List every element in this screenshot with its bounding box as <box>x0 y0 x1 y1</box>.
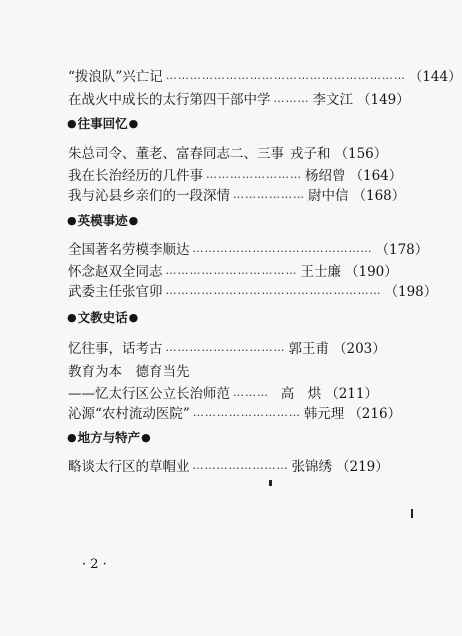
entry-page: （211） <box>325 386 378 402</box>
section-heading <box>66 113 139 133</box>
entry-author: 戎子和 <box>290 146 331 162</box>
entry-page: （190） <box>345 264 398 280</box>
entry-author: 杨绍曾 <box>305 168 346 184</box>
scan-mark <box>411 509 413 518</box>
dot-leader: ……………………………………… <box>192 241 373 255</box>
entry-page: （164） <box>349 168 403 184</box>
entry-title: 怀念赵双全同志 <box>68 264 163 280</box>
entry-author: 张锦绣 <box>291 459 332 475</box>
toc-entry <box>68 64 462 86</box>
entry-subtitle: ——忆太行区公立长治师范 <box>68 386 230 402</box>
entry-title: 朱总司令、董老、富春同志二、三事 <box>68 146 284 162</box>
entry-title: 我在长治经历的几件事 <box>68 168 203 184</box>
entry-title: 全国著名劳模李顺达 <box>68 242 190 258</box>
entry-author: 高 烘 <box>280 386 322 402</box>
entry-title: 在战火中成长的太行第四干部中学 <box>68 92 271 108</box>
toc-entry <box>68 183 406 205</box>
toc-entry <box>68 336 386 358</box>
dot-leader: ……………………… <box>192 405 301 419</box>
section-title: 往事回忆 <box>77 116 128 131</box>
page-number: · 2 · <box>82 557 107 572</box>
entry-page: （156） <box>334 146 388 162</box>
dot-leader: ……………………………………………… <box>165 283 382 297</box>
dot-leader: ……… <box>273 91 310 105</box>
entry-author: 韩元理 <box>303 406 345 422</box>
bullet-icon: ● <box>67 430 77 444</box>
entry-title: 教育为本 德育当先 <box>68 364 190 380</box>
entry-title: 武委主任张官卯 <box>68 284 163 300</box>
section-title: 英模事迹 <box>77 213 128 228</box>
entry-author: 郭王甫 <box>288 341 329 357</box>
section-title: 地方与特产 <box>77 430 141 445</box>
dot-leader: ……… <box>233 385 269 399</box>
dot-leader: …………………… <box>206 167 302 181</box>
entry-page: （178） <box>375 242 429 258</box>
toc-entry <box>68 454 389 476</box>
entry-author: 王士廉 <box>300 264 341 280</box>
scan-mark <box>269 480 272 486</box>
entry-page: （149） <box>357 92 410 108</box>
entry-page: （168） <box>352 188 406 204</box>
bullet-icon: ● <box>67 116 77 130</box>
toc-entry <box>68 359 378 381</box>
dot-leader: …………………………………………………… <box>165 68 406 82</box>
entry-title: “拨浪队”兴亡记 <box>68 69 163 85</box>
toc-entry <box>68 259 398 281</box>
bullet-icon: ● <box>67 310 77 324</box>
entry-page: （144） <box>408 69 462 85</box>
dot-leader: ……………… <box>233 187 305 201</box>
entry-author: 李文江 <box>312 92 353 108</box>
section-heading <box>66 307 139 327</box>
section-heading <box>66 210 139 230</box>
toc-entry <box>68 87 410 109</box>
toc-entry <box>68 381 378 403</box>
toc-entry <box>68 401 402 423</box>
bullet-icon: ● <box>128 213 139 227</box>
toc-entry <box>68 163 403 185</box>
section-title: 文教史话 <box>77 310 128 325</box>
toc-entry <box>68 237 429 259</box>
entry-page: （203） <box>333 341 386 357</box>
entry-title: 略谈太行区的草帽业 <box>68 459 190 475</box>
bullet-icon: ● <box>128 116 139 130</box>
bullet-icon: ● <box>67 213 77 227</box>
toc-entry <box>68 279 438 301</box>
entry-page: （198） <box>384 284 438 300</box>
entry-title: 忆往事，话考古 <box>68 341 163 357</box>
entry-page: （219） <box>336 459 389 475</box>
bullet-icon: ● <box>128 310 139 324</box>
entry-author: 尉中信 <box>308 188 349 204</box>
toc-entry <box>68 141 388 163</box>
bullet-icon: ● <box>141 430 151 444</box>
dot-leader: …………………………… <box>165 263 298 277</box>
section-heading <box>66 427 152 447</box>
dot-leader: …………………… <box>192 458 289 472</box>
dot-leader: ………………………… <box>165 340 286 354</box>
entry-title: 沁源“农村流动医院” <box>68 406 190 422</box>
entry-page: （216） <box>348 406 402 422</box>
entry-title: 我与沁县乡亲们的一段深情 <box>68 188 230 204</box>
